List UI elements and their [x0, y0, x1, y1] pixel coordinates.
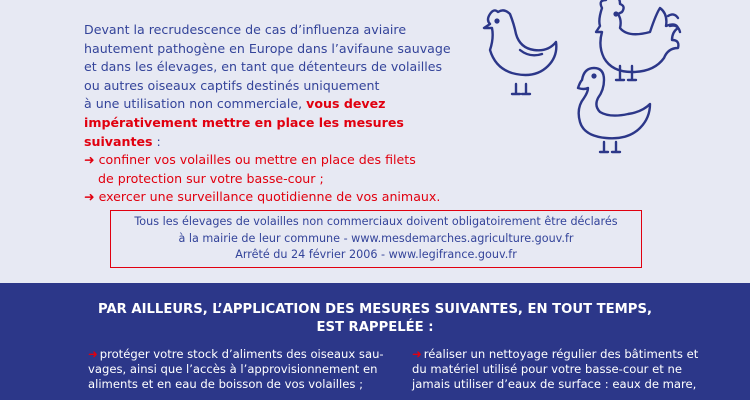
notice-line: à la mairie de leur commune - www.mesdemarches.agriculture.gouv.fr	[178, 231, 574, 245]
poultry-illustration	[470, 0, 730, 160]
measures-band	[0, 283, 750, 400]
arrow-right-icon: ➜	[88, 347, 98, 361]
measure-line: jamais utiliser d’eaux de surface : eaux de mare,	[412, 377, 697, 391]
hen-icon	[484, 10, 556, 94]
intro-text-span: :	[152, 133, 161, 149]
measure-line	[88, 347, 388, 362]
intro-text-span: à une utilisation non commerciale,	[84, 96, 307, 112]
intro-line: Devant la recrudescence de cas d’influenza aviaire	[84, 22, 407, 37]
measure-line	[412, 347, 712, 362]
intro-line: et dans les élevages, en tant que détenteurs de volailles	[84, 59, 443, 75]
intro-bullet-1-cont: de protection sur votre basse-cour ;	[98, 170, 324, 186]
band-title	[0, 301, 750, 337]
intro-line: hautement pathogène en Europe dans l’avifaune sauvage	[84, 40, 451, 56]
measure-text: réaliser un nettoyage régulier des bâtiments et	[423, 347, 699, 361]
band-title-line: EST RAPPELÉE :	[316, 320, 434, 335]
intro-line: ou autres oiseaux captifs destinés uniquement	[84, 77, 380, 93]
bullet-text: confiner vos volailles ou mettre en place des filets	[98, 152, 416, 168]
intro-emphasis: vous devez	[306, 96, 386, 112]
measure-line: aliments et en eau de boisson de vos volailles ;	[88, 377, 364, 391]
measure-line: du matériel utilisé pour votre basse-cour et ne	[412, 362, 682, 376]
measure-line: vages, ainsi que l’accès à l’approvisionnement en	[88, 362, 378, 376]
measures-left-column	[88, 347, 388, 392]
arrow-right-icon: ➜	[84, 152, 95, 168]
notice-line: Arrêté du 24 février 2006 - www.legifrance.gouv.fr	[235, 248, 517, 261]
measures-right-column	[412, 347, 712, 392]
duck-icon	[578, 68, 650, 152]
intro-bullet-1	[84, 151, 464, 170]
arrow-right-icon: ➜	[84, 189, 95, 205]
declaration-notice	[110, 210, 642, 268]
intro-emphasis: impérativement mettre en place les mesures suivantes	[84, 114, 404, 149]
measure-text: protéger votre stock d’aliments des oiseaux sau-	[99, 347, 384, 361]
band-title-line: PAR AILLEURS, L’APPLICATION DES MESURES SUIVANTES, EN TOUT TEMPS,	[98, 302, 652, 317]
notice-line: Tous les élevages de volailles non commerciaux doivent obligatoirement être déclarés	[134, 215, 618, 228]
intro-text	[84, 21, 464, 207]
bullet-text: exercer une surveillance quotidienne de vos animaux.	[98, 189, 441, 205]
rooster-icon	[596, 0, 680, 80]
intro-bullet-2	[84, 188, 464, 207]
intro-line	[84, 114, 464, 151]
intro-line	[84, 95, 464, 114]
arrow-right-icon: ➜	[412, 347, 422, 361]
